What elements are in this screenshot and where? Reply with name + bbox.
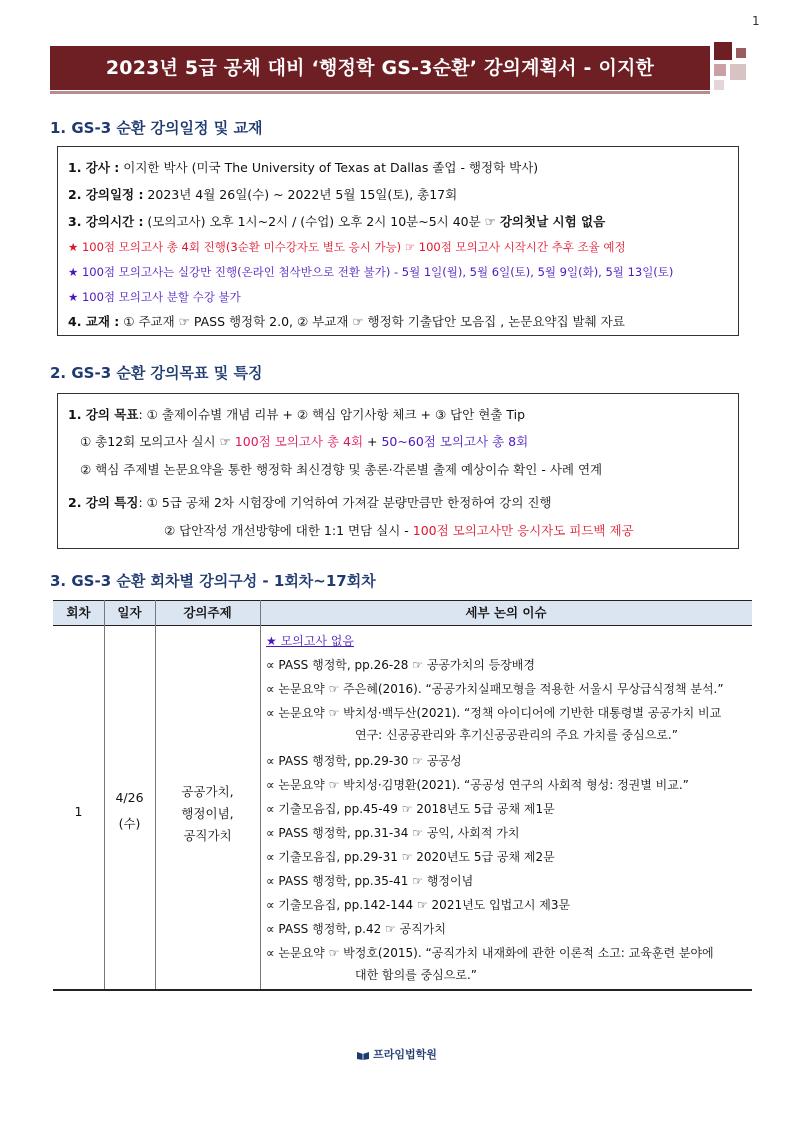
- detail-item-continuation: 연구: 신공공관리와 후기신공공관리의 주요 가치를 중심으로.”: [355, 728, 678, 742]
- detail-item: ∝ PASS 행정학, pp.31-34 ☞ 공익, 사회적 가치: [266, 826, 520, 840]
- table-bottom-border: [53, 989, 752, 991]
- topic-line: 행정이념,: [181, 806, 234, 821]
- schedule-box: [57, 146, 739, 336]
- decor-square: [714, 42, 732, 60]
- session-number: 1: [74, 804, 83, 819]
- col-details: 세부 논의 이슈: [465, 605, 547, 620]
- banner-stripe: [50, 91, 710, 94]
- goal-line: 1. 강의 목표: ① 출제이슈별 개념 리뷰 + ② 핵심 암기사항 체크 + ③ 답안 현출 Tip: [68, 407, 526, 422]
- detail-item: ∝ 기출모음집, pp.45-49 ☞ 2018년도 5급 공채 제1문: [266, 802, 555, 816]
- detail-item: ∝ 논문요약 ☞ 박치성·백두산(2021). “정책 아이디어에 기반한 대통령별 공공가치 비교: [266, 706, 722, 720]
- schedule-line: 2. 강의일정 : 2023년 4월 26일(수) ~ 2022년 5월 15일(토), 총17회: [68, 187, 458, 202]
- table-header: [53, 600, 752, 626]
- time-line: 3. 강의시간 : (모의고사) 오후 1시~2시 / (수업) 오후 2시 10분~5시 40분 ☞ 강의첫날 시험 없음: [68, 214, 606, 229]
- detail-item: ∝ PASS 행정학, pp.35-41 ☞ 행정이념: [266, 874, 474, 888]
- note-offline-only: ★ 100점 모의고사는 실강만 진행(온라인 첨삭반으로 전환 불가) - 5월 1일(월), 5월 6일(토), 5월 9일(화), 5월 13일(토): [68, 265, 674, 279]
- decor-square: [736, 48, 746, 58]
- col-session: 회차: [66, 605, 91, 620]
- col-topic: 강의주제: [183, 605, 232, 620]
- textbook-line: 4. 교재 : ① 주교재 ☞ PASS 행정학 2.0, ② 부교재 ☞ 행정학 기출답안 모음집 , 논문요약집 발췌 자료: [68, 314, 625, 329]
- detail-item: ∝ 기출모음집, pp.29-31 ☞ 2020년도 5급 공채 제2문: [266, 850, 555, 864]
- lecture-table: [53, 600, 752, 990]
- decor-square: [714, 64, 726, 76]
- detail-item: ∝ 논문요약 ☞ 주은혜(2016). “공공가치실패모형을 적용한 서울시 무상급식정책 분석.”: [266, 682, 724, 696]
- detail-item: ∝ 논문요약 ☞ 박치성·김명환(2021). “공공성 연구의 사회적 형성: 정권별 비교.”: [266, 778, 689, 792]
- instructor-line: 1. 강사 : 이지한 박사 (미국 The University of Texas at Dallas 졸업 - 행정학 박사): [68, 160, 539, 175]
- topic-line: 공공가치,: [181, 784, 234, 799]
- title-banner: [50, 42, 744, 97]
- section2-heading: 2. GS-3 순환 강의목표 및 특징: [50, 364, 263, 382]
- detail-item: ∝ PASS 행정학, pp.29-30 ☞ 공공성: [266, 754, 462, 768]
- detail-item: ∝ 기출모음집, pp.142-144 ☞ 2021년도 입법고시 제3문: [266, 898, 571, 912]
- note-mock-exam: ★ 100점 모의고사 총 4회 진행(3순환 미수강자도 별도 응시 가능) ☞ 100점 모의고사 시작시간 추후 조율 예정: [68, 240, 626, 254]
- detail-item: ∝ PASS 행정학, pp.26-28 ☞ 공공가치의 등장배경: [266, 658, 535, 672]
- goal-sub-papers: ② 핵심 주제별 논문요약을 통한 행정학 최신경향 및 총론·각론별 출제 예상이슈 확인 - 사례 연계: [80, 462, 603, 477]
- footer: [0, 1046, 793, 1062]
- col-divider: [260, 600, 261, 990]
- decor-square: [730, 64, 746, 80]
- page-number: 1: [752, 14, 760, 28]
- footer-brand: 프라임법학원: [373, 1048, 437, 1061]
- feature-sub-feedback: ② 답안작성 개선방향에 대한 1:1 면담 실시 - 100점 모의고사만 응시자도 피드백 제공: [164, 523, 634, 538]
- session-date: 4/26: [115, 790, 144, 805]
- feature-line: 2. 강의 특징: ① 5급 공채 2차 시험장에 기억하여 가져갈 분량만큼만 한정하여 강의 진행: [68, 495, 552, 510]
- goals-box: [57, 393, 739, 549]
- session-day: (수): [118, 816, 141, 831]
- detail-item: ∝ 논문요약 ☞ 박정호(2015). “공직가치 내재화에 관한 이론적 소고: 교육훈련 분야에: [266, 946, 714, 960]
- exam-note: ★ 모의고사 없음: [266, 634, 354, 648]
- detail-item-continuation: 대한 함의를 중심으로.”: [355, 968, 477, 982]
- section3-heading: 3. GS-3 순환 회차별 강의구성 - 1회차~17회차: [50, 572, 376, 590]
- document-title: 2023년 5급 공채 대비 ‘행정학 GS-3순환’ 강의계획서 - 이지한: [50, 46, 710, 90]
- goal-sub-mock-exams: ① 총12회 모의고사 실시 ☞ 100점 모의고사 총 4회 + 50~60점 모의고사 총 8회: [80, 434, 529, 449]
- note-no-split: ★ 100점 모의고사 분할 수강 불가: [68, 290, 241, 304]
- decor-square: [714, 80, 724, 90]
- detail-item: ∝ PASS 행정학, p.42 ☞ 공직가치: [266, 922, 446, 936]
- topic-line: 공직가치: [183, 828, 232, 843]
- book-icon: [356, 1050, 370, 1060]
- section1-heading: 1. GS-3 순환 강의일정 및 교재: [50, 119, 263, 137]
- col-date: 일자: [117, 605, 142, 620]
